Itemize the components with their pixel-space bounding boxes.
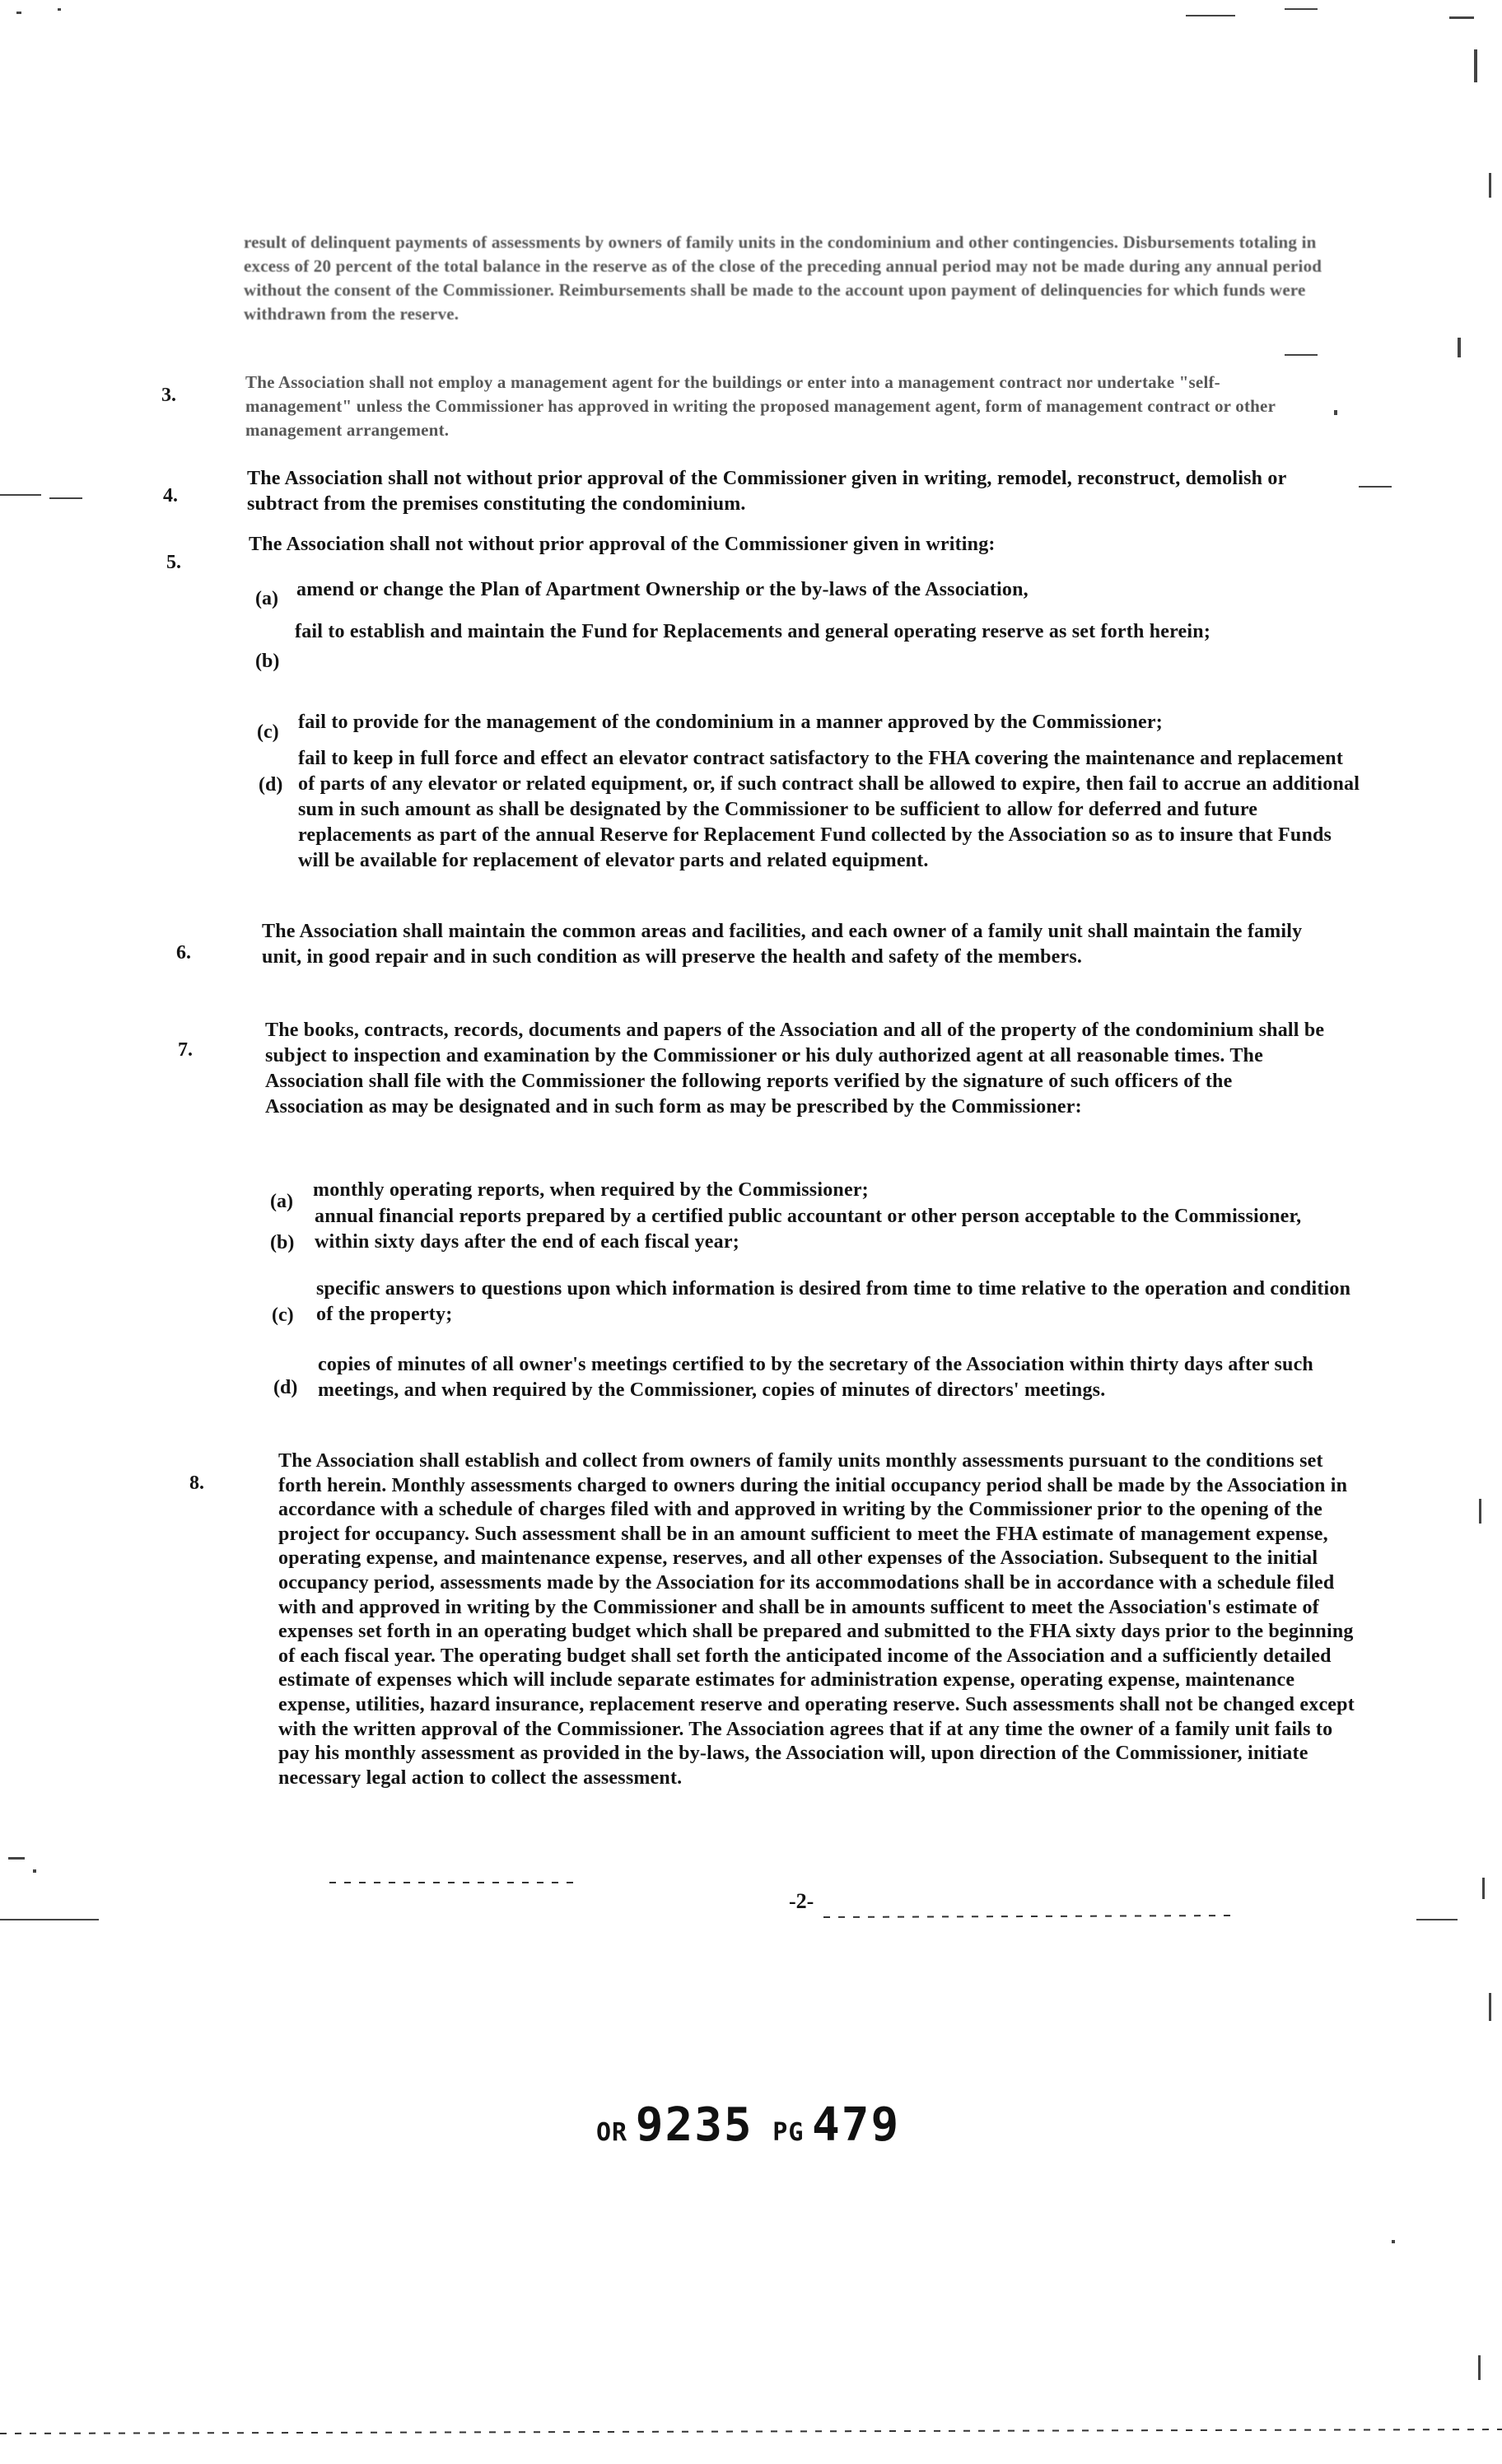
stamp-mid: PG (772, 2118, 805, 2147)
item-7b-text: annual financial reports prepared by a certified public accountant or other person acceptable to the Commissioner, within sixty days after the end of each fiscal year; (315, 1206, 1302, 1253)
item-7-text: The books, contracts, records, documents and papers of the Association and all of the property of the condominium shall be subject to inspection and examination by the Commissioner or his duly authorized agent at all reasonable times. The Association shall file with the Commissioner the following reports verified by the signature of such officers of the Association as may be designated and in such form as may be prescribed by the Commissioner: (265, 1020, 1325, 1118)
item-7d-label: (d) (273, 1377, 298, 1398)
item-5d-text: fail to keep in full force and effect an elevator contract satisfactory to the FHA covering the maintenance and replacement of parts of any elevator or related equipment, or, if such contract shall be allowed to expire, then fail to accrue an additional sum in such amount as shall be designated by the Commissioner to be sufficient to allow for deferred and future replacements as part of the annual Reserve for Replacement Fund collected by the Association so as to insure that Funds will be available for replacement of elevator parts and related equipment. (298, 748, 1360, 871)
page-number: -2- (789, 1889, 814, 1913)
item-7a-text: monthly operating reports, when required by the Commissioner; (313, 1179, 869, 1201)
item-4-text: The Association shall not without prior approval of the Commissioner given in writing, remodel, reconstruct, demolish or subtract from the premises constituting the condominium. (247, 468, 1287, 515)
intro-paragraph: result of delinquent payments of assessments by owners of family units in the condominium and other contingencies. Disbursements totaling in excess of 20 percent of the total balance in the reserve as of the close of the preceding annual period may not be made during any annual period without the consent of the Commissioner. Reimbursements shall be made to the account upon payment of delinquencies for which funds were withdrawn from the reserve. (244, 232, 1322, 324)
item-5c-text: fail to provide for the management of the condominium in a manner approved by the Commissioner; (298, 712, 1163, 733)
item-7c-label: (c) (272, 1304, 294, 1326)
item-7b-label: (b) (270, 1232, 295, 1253)
item-number-4: 4. (163, 485, 178, 506)
stamp-prefix: OR (596, 2118, 628, 2147)
item-5a-label: (a) (255, 588, 278, 609)
item-6-text: The Association shall maintain the common areas and facilities, and each owner of a family unit shall maintain the family unit, in good repair and in such condition as will preserve the health and safety of the members. (262, 921, 1303, 968)
item-number-6: 6. (176, 942, 191, 964)
recording-stamp (596, 2098, 900, 2152)
item-number-8: 8. (189, 1472, 204, 1494)
item-3-text: The Association shall not employ a management agent for the buildings or enter into a management contract nor undertake "self-management" unless the Commissioner has approved in writing the proposed management agent, form of management contract or other management arrangement. (245, 372, 1276, 440)
stamp-book-number: 9235 (635, 2098, 753, 2152)
item-5a-text: amend or change the Plan of Apartment Ownership or the by-laws of the Association, (296, 579, 1029, 600)
item-number-7: 7. (178, 1039, 193, 1061)
item-5b-label: (b) (255, 651, 280, 672)
item-5c-label: (c) (257, 721, 279, 743)
item-5d-label: (d) (259, 774, 283, 796)
item-5b-text: fail to establish and maintain the Fund for Replacements and general operating reserve as set forth herein; (295, 621, 1211, 642)
item-7d-text: copies of minutes of all owner's meetings certified to by the secretary of the Association within thirty days after such meetings, and when required by the Commissioner, copies of minutes of directors' meetings. (318, 1354, 1313, 1401)
item-5-text: The Association shall not without prior approval of the Commissioner given in writing: (249, 534, 996, 555)
item-number-5: 5. (166, 552, 181, 573)
item-7c-text: specific answers to questions upon which information is desired from time to time relative to the operation and condition of the property; (316, 1278, 1351, 1325)
item-8-text: The Association shall establish and collect from owners of family units monthly assessments pursuant to the conditions set forth herein. Monthly assessments charged to owners during the initial occupancy period shall be made by the Association in accordance with a schedule of charges filed with and approved in writing by the Commissioner prior to the opening of the project for occupancy. Such assessment shall be in an amount sufficient to meet the FHA estimate of management expense, operating expense, and maintenance expense, reserves, and all other expenses of the Association. Subsequent to the initial occupancy period, assessments made by the Association for its accommodations shall be in accordance with a schedule filed with and approved in writing by the Commissioner and shall be in amounts sufficent to meet the Association's estimate of expenses set forth in an operating budget which shall be prepared and submitted to the FHA sixty days prior to the beginning of each fiscal year. The operating budget shall set forth the anticipated income of the Association and a sufficiently detailed estimate of expenses which will include separate estimates for administration expense, operating expense, maintenance expense, utilities, hazard insurance, replacement reserve and operating reserve. Such assessments shall not be changed except with the written approval of the Commissioner. The Association agrees that if at any time the owner of a family unit fails to pay his monthly assessment as provided in the by-laws, the Association will, upon direction of the Commissioner, initiate necessary legal action to collect the assessment. (278, 1450, 1355, 1789)
item-7a-label: (a) (270, 1191, 293, 1212)
stamp-page-number: 479 (812, 2098, 901, 2152)
item-number-3: 3. (161, 385, 176, 406)
